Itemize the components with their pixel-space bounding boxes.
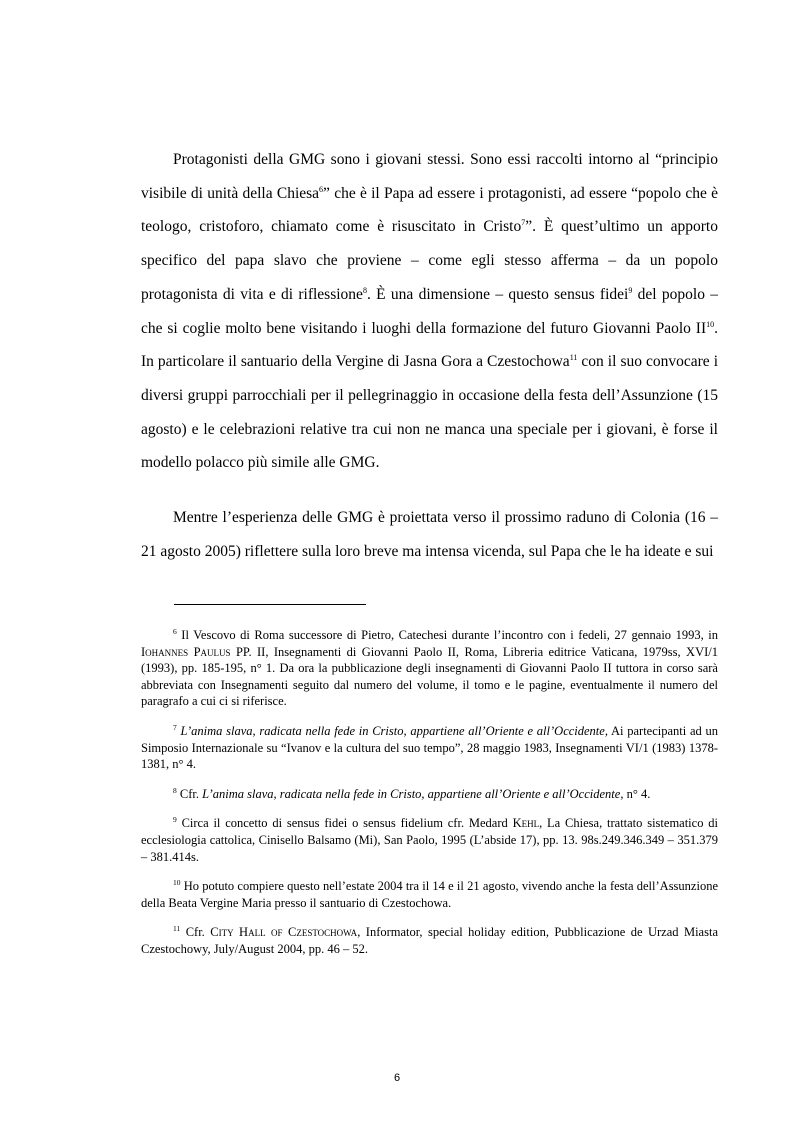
footnote-10: $^{10}$ Ho potuto compiere questo nell’estate 2004 tra il 14 e il 21 agosto, vivendo anche la festa dell’Assunzione della Beata Vergine Maria presso il santuario di Czestochowa. [141,878,718,910]
author-name: Iohannes Paulus [141,644,231,659]
footnote-ref-7[interactable]: 7 [521,218,526,228]
footnote-ref-6[interactable]: 6 [319,184,324,194]
work-title: L’anima slava, radicata nella fede in Cristo, appartiene all’Oriente e all’Occidente, [180,723,608,738]
footnote-ref-11[interactable]: 11 [569,353,578,363]
work-title: L’anima slava, radicata nella fede in Cristo, appartiene all’Oriente e all’Occidente, [202,786,624,801]
author-name: City Hall of Czestochowa [210,925,358,940]
footnote-8: $^8$ Cfr. L’anima slava, radicata nella fede in Cristo, appartiene all’Oriente e all’Occidente, n° 4. [173,785,651,801]
footnote-ref-9[interactable]: 9 [628,285,633,295]
footnote-ref-10[interactable]: 10 [706,319,715,329]
footnote-6: $^6$ Il Vescovo di Roma successore di Pietro, Catechesi durante l’incontro con i fedeli, 27 gennaio 1993, in Iohannes Paulus PP. II, Insegnamenti di Giovanni Paolo II, Roma, Libreria editrice Vaticana, 1979ss, XVI/1 (1993), pp. 185-195, n° 1. Da ora la pubblicazione degli insegnamenti di Giovanni Paolo II tuttora in corso sarà abbreviata con Insegnamenti seguito dal numero del volume, il tomo e le pagine, eventualmente il numero del paragrafo a cui ci si riferisce. [141,627,718,709]
footnote-ref-8[interactable]: 8 [362,285,367,295]
paragraph-text: Mentre l’esperienza delle GMG è proiettata verso il prossimo raduno di Colonia (16 – 21 agosto 2005) riflettere sulla loro breve ma intensa vicenda, sul Papa che le ha ideate e sui [141,509,718,560]
footnote-separator [174,604,366,605]
paragraph-text: Protagonisti della GMG sono i giovani stessi. Sono essi raccolti intorno al “principio visibile di unità della Chiesa$^6$” che è il Papa ad essere i protagonisti, ad essere “popolo che è teologo, cristoforo, chiamato come è risuscitato in Cristo$^7$”. È quest’ultimo un apporto specifico del papa slavo che proviene – come egli stesso afferma – da un popolo protagonista di vita e di riflessione$^8$. È una dimensione – questo sensus fidei$^9$ del popolo – che si coglie molto bene visitando i luoghi della formazione del futuro Giovanni Paolo II$^{10}$. In particolare il santuario della Vergine di Jasna Gora a Czestochowa$^{11}$ con il suo convocare i diversi gruppi parrocchiali per il pellegrinaggio in occasione della festa dell’Assunzione (15 agosto) e le celebrazioni relative tra cui non ne manca una speciale per i giovani, è forse il modello polacco più simile alle GMG. [141,151,718,472]
author-name: Kehl [512,816,540,831]
body-paragraph-2 [141,501,718,568]
footnote-7: $^7$ L’anima slava, radicata nella fede in Cristo, appartiene all’Oriente e all’Occidente, Ai partecipanti ad un Simposio Internazionale su “Ivanov e la cultura del suo tempo”, 28 maggio 1983, Insegnamenti VI/1 (1983) 1378-1381, n° 4. [141,722,719,772]
footnote-11: $^{11}$ Cfr. City Hall of Czestochowa, Informator, special holiday edition, Pubblicazione de Urzad Miasta Czestochowy, July/August 2004, pp. 46 – 52. [141,924,718,956]
page-number: 6 [393,1072,401,1084]
body-paragraph-1 [141,143,718,480]
footnotes [141,627,718,971]
footnote-9: $^9$ Circa il concetto di sensus fidei o sensus fidelium cfr. Medard Kehl, La Chiesa, trattato sistematico di ecclesiologia cattolica, Cinisello Balsamo (Mi), San Paolo, 1995 (L’abside 17), pp. 13. 98s.249.346.349 – 351.379 – 381.414s. [141,815,718,864]
